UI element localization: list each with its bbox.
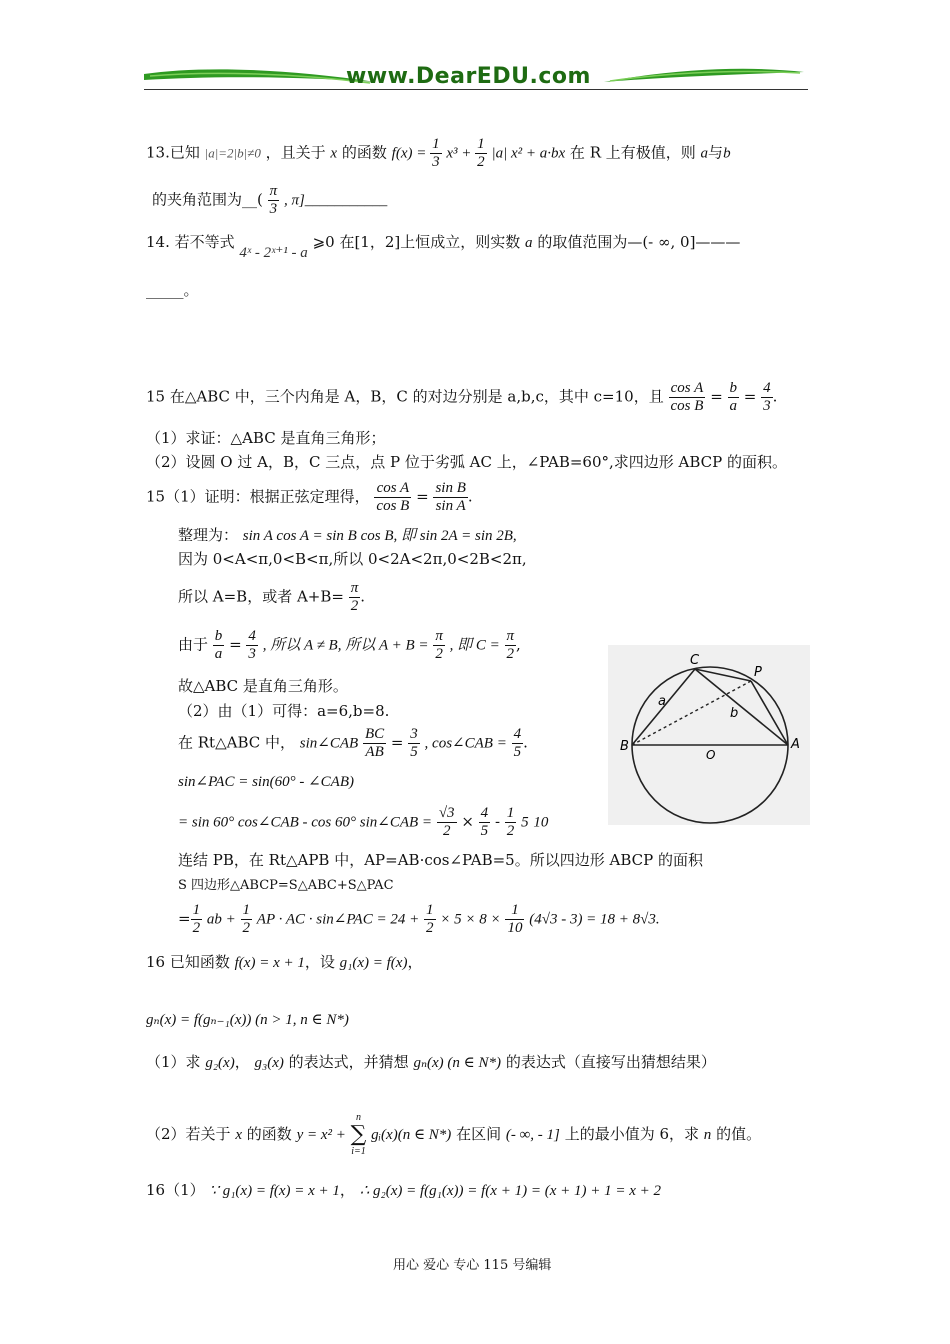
q16-sol-comma: ， (339, 1181, 355, 1199)
q15-sol-prefix: 15（1）证明：根据正弦定理得， (146, 487, 370, 506)
q15-sol-frac-pi-2-c: $\frac{\pi}{2}$ (506, 628, 515, 662)
q16-p2-interval: (- ∞, - 1] (505, 1127, 560, 1143)
q15-sol-result: (4√3 - 3) = 18 + 8√3. (529, 911, 660, 928)
q15-sol-times: × 5 × 8 × (440, 911, 501, 928)
q15-frac-cosA-cosB: $\frac{\text{cos A}}{\text{cos B}}$ (670, 380, 704, 414)
q15-solution-line3: 因为 0<A<π,0<B<π,所以 0<2A<2π,0<2B<2π, (178, 550, 527, 568)
q15-sol-rt-prefix: 在 Rt△ABC 中， (178, 733, 296, 752)
q15-sol-eq: = (178, 909, 191, 928)
q15-sol-ab: ab + (206, 911, 236, 928)
q13-frac-1-3: $\frac{1}{3}$ (432, 136, 440, 170)
label-C: C (690, 653, 700, 668)
q16-g1: g₁(x) = f(x) (339, 955, 408, 971)
q15-solution-line9: sin∠PAC = sin(60° - ∠CAB) (178, 774, 354, 790)
q16-line1 (146, 952, 422, 973)
q16-prefix: 16 已知函数 (146, 953, 230, 971)
q14-expression: 4ˣ - 2ˣ⁺¹ - a (239, 245, 308, 261)
page-footer: 用心 爱心 专心 115 号编辑 (393, 1258, 552, 1273)
q16-part2 (146, 1112, 761, 1158)
q13-text2: 的函数 (341, 143, 387, 162)
label-a: a (658, 694, 666, 709)
q15-solution-line11: 连结 PB，在 Rt△APB 中，AP=AB·cos∠PAB=5。所以四边形 ABCP 的面积 (178, 851, 703, 869)
q15-solution-line1: 15（1）证明：根据正弦定理得， $\frac{\text{cos A}}{\text{cos B}}$ = $\frac{\text{sin B}}{\text{sin A}}$ . (146, 480, 473, 514)
q15-sol-frac-4-3: $\frac{4}{3}$ (248, 628, 256, 662)
q15-sol-AB-text: 所以 A=B，或者 A+B= (178, 587, 344, 606)
label-O: O (706, 748, 716, 762)
q13-text1: ，且关于 (265, 143, 326, 162)
q15-sol-arrange-expr: sin A cos A = sin B cos B, 即 sin 2A = sin 2B, (242, 528, 517, 544)
q15-sol-frac-pi-2-b: $\frac{\pi}{2}$ (435, 628, 443, 662)
header-swoosh-right (600, 62, 808, 92)
q15-solution-line4: 所以 A=B，或者 A+B= $\frac{\pi}{2}$ . (178, 580, 366, 614)
q15-solution-line8: 在 Rt△ABC 中， sin∠CAB $\frac{BC}{AB}$ = $\frac{3}{5}$ , cos∠CAB = $\frac{4}{5}$ . (178, 726, 528, 760)
q13-term1: x³ + (446, 145, 476, 162)
q13-yu: 与 (708, 143, 724, 162)
label-b: b (730, 706, 739, 721)
q15-sol-partial-5: 5 (521, 814, 529, 831)
q14-middle: ⩾0 在[1，2]上恒成立，则实数 (312, 233, 521, 251)
q15-sol-expand: = sin 60° cos∠CAB - cos 60° sin∠CAB = (178, 814, 433, 831)
q14-var-a: a (525, 235, 533, 251)
q15-sol-C: , 即 C = (449, 637, 500, 654)
q15-part2: （2）设圆 O 过 A，B，C 三点，点 P 位于劣弧 AC 上，∠PAB=60°,求四边形 ABCP 的面积。 (146, 453, 788, 471)
label-A: A (791, 737, 800, 752)
q16-f: f(x) = x + 1 (234, 955, 305, 971)
circle-figure (608, 645, 810, 825)
q15-sol-arrange-label: 整理为： (178, 526, 239, 544)
q15-line1: 15 在△ABC 中，三个内角是 A，B，C 的对边分别是 a,b,c，其中 c=10，且 $\frac{\text{cos A}}{\text{cos B}}$ = $\frac{b}{a}$ = $\frac{4}{3}$ . (146, 380, 778, 414)
q16-p2-y: y = x² + (296, 1127, 346, 1143)
q13-answer-prefix: 的夹角范围为__( (152, 190, 263, 209)
header-rule (144, 89, 808, 90)
q15-sol-frac-1-2: $\frac{1}{2}$ (506, 805, 515, 839)
q16-p2-n: n (703, 1127, 712, 1143)
q15-sol-frac-cos: $\frac{\text{cos A}}{\text{cos B}}$ (376, 480, 410, 514)
site-logo-text: www.DearEDU.com (346, 64, 591, 89)
q15-sol-partial-10: 10 (533, 814, 549, 831)
q14-answer: 的取值范围为—(- ∞, 0]——— (537, 233, 741, 251)
q14-prefix: 14. 若不等式 (146, 233, 235, 251)
header-banner (140, 62, 808, 94)
q16-p2-min: 上的最小值为 6，求 (564, 1125, 699, 1143)
q16-let: ，设 (304, 953, 335, 971)
q16-p2-interval-text: 在区间 (456, 1125, 502, 1143)
q16-sol-g2: ∴ g₂(x) = f(g₁(x)) = f(x + 1) = (x + 1) + 1 = x + 2 (359, 1183, 661, 1199)
label-P: P (754, 665, 762, 680)
q15-sol-sinCAB: sin∠CAB (299, 735, 359, 752)
q16-p2-ask: （2）若关于 (146, 1125, 231, 1143)
q15-solution-line10: = sin 60° cos∠CAB - cos 60° sin∠CAB = $\frac{√3}{2}$ × $\frac{4}{5}$ - $\frac{1}{2}$ 5 10 (178, 805, 549, 839)
q15-sol-frac-sin: $\frac{\text{sin B}}{\text{sin A}}$ (435, 480, 466, 514)
q15-sol-area-frac4: $\frac{1}{10}$ (507, 902, 523, 936)
q16-p2-gi: gᵢ(x)(n ∈ N*) (371, 1127, 452, 1143)
q13-vec-b: b (723, 145, 731, 162)
q16-solution-line1 (146, 1180, 661, 1201)
q16-sol-g1: ∵ g₁(x) = f(x) = x + 1 (209, 1183, 340, 1199)
q15-stem: 15 在△ABC 中，三个内角是 A，B，C 的对边分别是 a,b,c，其中 c=10，且 (146, 387, 664, 406)
q15-sol-frac-pi-2: $\frac{\pi}{2}$ (350, 580, 359, 614)
q16-p2-end: 的值。 (716, 1125, 762, 1143)
q15-sol-since: 由于 (178, 635, 209, 654)
q15-solution-line13 (178, 902, 660, 937)
q15-sol-frac-BC-AB: $\frac{BC}{AB}$ (364, 726, 385, 760)
label-B: B (620, 739, 629, 754)
q15-solution-line5: 由于 $\frac{b}{a}$ = $\frac{4}{3}$ , 所以 A ≠ B, 所以 A + B = $\frac{\pi}{2}$ , 即 C = $\frac{\pi}{2}$ , (178, 628, 521, 662)
q16-part1 (146, 1052, 716, 1073)
q14-line1 (146, 232, 741, 261)
q16-gn: gₙ(x) (n ∈ N*) (413, 1055, 502, 1071)
q16-p2-x: x (235, 1127, 242, 1143)
q16-g2: g₂(x) (205, 1055, 235, 1071)
q16-sol-label: 16（1） (146, 1181, 205, 1199)
q13-frac-pi-3: $\frac{\pi}{3}$ (269, 183, 278, 217)
q13-vec-a: a (700, 145, 709, 162)
q15-solution-line6: 故△ABC 是直角三角形。 (178, 677, 348, 695)
q15-sol-frac-sqrt3-2: $\frac{√3}{2}$ (438, 805, 455, 839)
q16-g3: g₃(x) (254, 1055, 284, 1071)
q16-p1-comma: ， (234, 1053, 250, 1071)
q15-sol-area-frac1: $\frac{1}{2}$ (192, 902, 201, 936)
q13-line1 (146, 136, 731, 171)
q15-sol-area-frac2: $\frac{1}{2}$ (242, 902, 251, 936)
q13-line2 (152, 183, 387, 218)
q15-sol-area-frac3: $\frac{1}{2}$ (426, 902, 434, 936)
q15-solution-line2 (178, 525, 517, 546)
q15-part1: （1）求证：△ABC 是直角三角形； (146, 429, 386, 447)
q16-p2-func: 的函数 (246, 1125, 292, 1143)
q15-sol-frac-4-5b: $\frac{4}{5}$ (480, 805, 489, 839)
q13-term2: |a| x² + a·bx (491, 145, 566, 162)
q13-answer-suffix: , π]___________ (283, 192, 388, 209)
q13-func: f(x) = (391, 145, 431, 162)
q15-frac-b-a: $\frac{b}{a}$ (729, 380, 738, 414)
q16-comma: ， (407, 953, 423, 971)
q15-sol-frac-3-5: $\frac{3}{5}$ (410, 726, 418, 760)
q14-line2: _____。 (146, 281, 199, 299)
q15-solution-line12: S 四边形△ABCP=S△ABC+S△PAC (178, 878, 394, 893)
q15-sol-cosCAB: , cos∠CAB = (424, 735, 507, 752)
q16-sum-symbol: n ∑ i=1 (350, 1112, 367, 1157)
q15-frac-4-3: $\frac{4}{3}$ (763, 380, 771, 414)
q16-p1-mid: 的表达式，并猜想 (288, 1053, 409, 1071)
q13-text3: 在 R 上有极值，则 (569, 143, 696, 162)
q15-sol-apac: AP · AC · sin∠PAC = 24 + (256, 911, 420, 928)
q16-p1-end: 的表达式（直接写出猜想结果） (505, 1053, 716, 1071)
q15-sol-frac-4-5: $\frac{4}{5}$ (513, 726, 522, 760)
q15-sol-frac-b-a: $\frac{b}{a}$ (214, 628, 223, 662)
q16-p1-ask: （1）求 (146, 1053, 201, 1071)
circle-diagram (608, 645, 810, 825)
q15-solution-line7: （2）由（1）可得：a=6,b=8. (178, 702, 390, 720)
q15-sol-therefore: , 所以 A ≠ B, 所以 A + B = (262, 637, 429, 654)
q13-frac-1-2: $\frac{1}{2}$ (477, 136, 485, 170)
q13-condition: |a|=2|b|≠0 (204, 145, 261, 161)
header-swoosh-left (140, 62, 380, 92)
q13-number: 13.已知 (146, 143, 200, 162)
q13-var-x: x (330, 145, 338, 162)
q16-recursion: gₙ(x) = f(gₙ₋₁(x)) (n > 1, n ∈ N*) (146, 1012, 349, 1028)
